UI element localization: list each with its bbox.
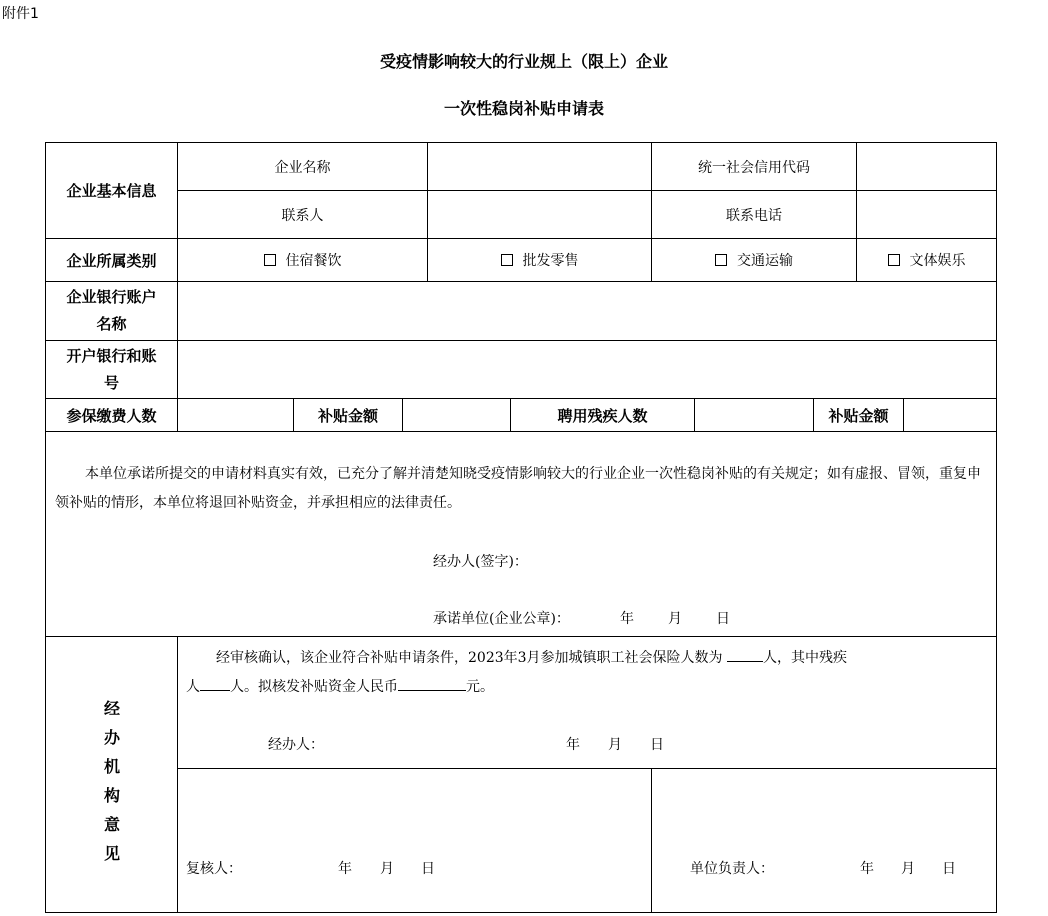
reviewer-label: 复核人： [186,861,242,877]
agency-opinion-side-label: 经 办 机 构 意 见 [103,699,120,863]
subsidy-amount-field-2[interactable] [904,399,996,431]
agency-handler-date-month: 月 [608,737,622,753]
insured-count-field[interactable] [178,399,293,431]
company-name-field[interactable] [428,143,651,190]
unit-head-date-year: 年 [860,861,874,877]
category-option-label: 文体娱乐 [909,253,966,269]
bank-account-name-field[interactable] [178,282,996,340]
category-label: 企业所属类别 [66,251,157,270]
subsidy-amount-label-1: 补贴金额 [317,406,378,425]
basic-info-section-label: 企业基本信息 [66,182,157,200]
pledge-handler-signature: 经办人(签字)： [433,554,528,570]
unit-head-date-day: 日 [942,861,956,877]
category-option-label: 住宿餐饮 [285,253,342,269]
subsidy-amount-label-2: 补贴金额 [828,406,889,425]
disabled-count-label: 聘用残疾人数 [557,406,648,425]
phone-label: 联系电话 [726,207,782,224]
subsidy-amount-field-1[interactable] [403,399,510,431]
annex-label: 附件1 [2,6,39,22]
reviewer-date-day: 日 [421,861,435,877]
form-title-line-1: 受疫情影响较大的行业规上（限上）企业 [379,52,668,71]
form-title-line-2: 一次性稳岗补贴申请表 [443,99,604,118]
reviewer-date-month: 月 [380,861,394,877]
agency-handler-label: 经办人： [268,737,324,753]
pledge-unit-seal: 承诺单位(企业公章)： [433,611,570,627]
company-name-label: 企业名称 [274,159,331,176]
category-option-label: 交通运输 [737,253,793,269]
bank-and-account-field[interactable] [178,341,996,398]
pledge-text: 本单位承诺所提交的申请材料真实有效，已充分了解并清楚知晓受疫情影响较大的行业企业一次性稳岗补贴的有关规定；如有虚报、冒领，重复申领补贴的情形，本单位将退回补贴资金，并承担相应的法律责任。 [55,466,981,511]
unit-head-label: 单位负责人： [690,861,774,877]
unit-head-date-month: 月 [901,861,915,877]
checkbox-icon[interactable] [888,254,900,266]
agency-handler-date-day: 日 [650,737,664,753]
contact-field[interactable] [428,191,651,238]
category-option-transport[interactable] [652,239,856,281]
bank-and-account-label: 开户银行和账 号 [66,346,157,392]
category-option-lodging[interactable] [178,239,427,281]
checkbox-icon[interactable] [501,254,513,266]
phone-field[interactable] [857,191,996,238]
checkbox-icon[interactable] [715,254,727,266]
category-option-label: 批发零售 [522,253,579,269]
pledge-date-year: 年 [620,611,634,627]
pledge-date-month: 月 [668,611,682,627]
category-option-entertainment[interactable] [857,239,996,281]
bank-account-name-label: 企业银行账户 名称 [66,288,157,333]
agency-handler-date-year: 年 [566,737,580,753]
disabled-count-field[interactable] [695,399,813,431]
credit-code-field[interactable] [857,143,996,190]
category-option-retail[interactable] [428,239,651,281]
subsidy-amount-blank[interactable] [398,676,466,691]
contact-label: 联系人 [281,207,324,224]
agency-review-text: 经审核确认，该企业符合补贴申请条件，2023年3月参加城镇职工社会保险人数为 人，其中残疾 人 人。拟核发补贴资金人民币 元。 [186,644,991,702]
insured-count-blank[interactable] [727,647,763,662]
reviewer-date-year: 年 [338,861,352,877]
pledge-date-day: 日 [716,611,730,627]
credit-code-label: 统一社会信用代码 [698,159,810,176]
checkbox-icon[interactable] [264,254,276,266]
insured-count-label: 参保缴费人数 [66,406,157,425]
disabled-count-blank[interactable] [200,676,230,691]
